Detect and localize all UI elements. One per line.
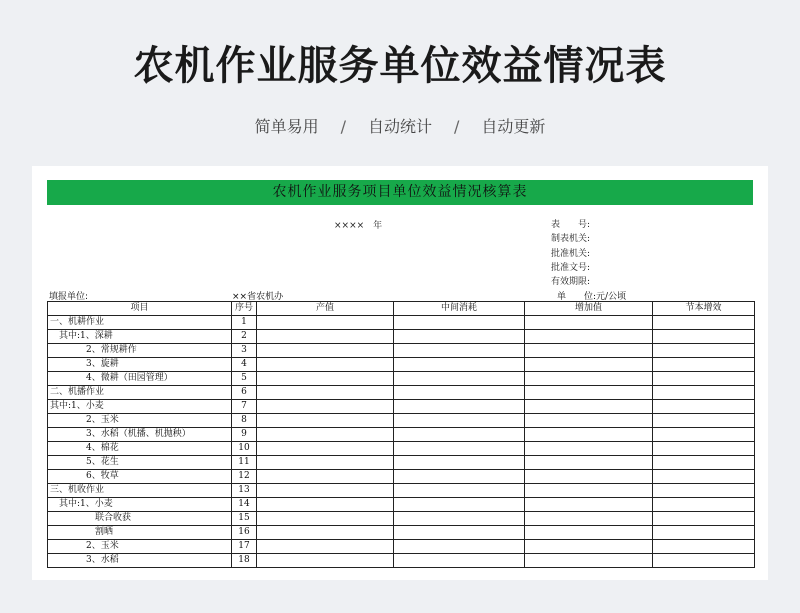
cell-item: 割晒 <box>48 526 232 540</box>
cell-cost-saving[interactable] <box>653 414 755 428</box>
tagline-separator: / <box>340 117 346 136</box>
cell-item: 其中:1、小麦 <box>48 498 232 512</box>
cell-intermediate-consumption[interactable] <box>394 316 525 330</box>
cell-item: 2、玉米 <box>48 540 232 554</box>
page-title: 农机作业服务单位效益情况表 <box>133 43 667 89</box>
cell-added-value[interactable] <box>525 428 653 442</box>
cell-item: 其中:1、小麦 <box>48 400 232 414</box>
table-row <box>48 372 755 386</box>
cell-seq: 13 <box>232 484 257 498</box>
cell-output-value[interactable] <box>257 344 394 358</box>
cell-cost-saving[interactable] <box>653 456 755 470</box>
cell-item: 其中:1、深耕 <box>48 330 232 344</box>
cell-intermediate-consumption[interactable] <box>394 526 525 540</box>
sheet-banner-title: 农机作业服务项目单位效益情况核算表 <box>47 180 753 205</box>
tagline-auto-stats: 自动统计 <box>367 117 432 136</box>
cell-seq: 9 <box>232 428 257 442</box>
cell-added-value[interactable] <box>525 316 653 330</box>
cell-cost-saving[interactable] <box>653 540 755 554</box>
cell-intermediate-consumption[interactable] <box>394 386 525 400</box>
table-row <box>48 456 755 470</box>
cell-cost-saving[interactable] <box>653 526 755 540</box>
meta-issuing-authority: 制表机关: <box>551 234 591 245</box>
fill-unit-label: 填报单位: <box>49 292 89 302</box>
cell-item: 4、微耕（田园管理） <box>48 372 232 386</box>
cell-output-value[interactable] <box>257 330 394 344</box>
column-header-intermediate-consumption: 中间消耗 <box>394 302 525 316</box>
cell-output-value[interactable] <box>257 456 394 470</box>
cell-added-value[interactable] <box>525 554 653 568</box>
form-meta <box>551 218 590 289</box>
column-header-cost-saving: 节本增效 <box>653 302 755 316</box>
cell-seq: 14 <box>232 498 257 512</box>
cell-added-value[interactable] <box>525 484 653 498</box>
meta-valid-period: 有效期限: <box>551 277 591 288</box>
cell-output-value[interactable] <box>257 428 394 442</box>
cell-item: 三、机收作业 <box>48 484 232 498</box>
cell-intermediate-consumption[interactable] <box>394 358 525 372</box>
cell-cost-saving[interactable] <box>653 442 755 456</box>
cell-seq: 8 <box>232 414 257 428</box>
cell-output-value[interactable] <box>257 414 394 428</box>
cell-seq: 16 <box>232 526 257 540</box>
table-header-row <box>48 302 755 316</box>
cell-output-value[interactable] <box>257 540 394 554</box>
table-row <box>48 540 755 554</box>
table-row <box>48 344 755 358</box>
tagline-separator: / <box>454 117 460 136</box>
cell-output-value[interactable] <box>257 498 394 512</box>
cell-cost-saving[interactable] <box>653 400 755 414</box>
cell-seq: 6 <box>232 386 257 400</box>
table-row <box>48 470 755 484</box>
cell-added-value[interactable] <box>525 526 653 540</box>
cell-intermediate-consumption[interactable] <box>394 484 525 498</box>
cell-item: 4、棉花 <box>48 442 232 456</box>
table-row <box>48 512 755 526</box>
cell-item: 二、机播作业 <box>48 386 232 400</box>
cell-intermediate-consumption[interactable] <box>394 554 525 568</box>
cell-intermediate-consumption[interactable] <box>394 470 525 484</box>
cell-added-value[interactable] <box>525 400 653 414</box>
cell-output-value[interactable] <box>257 470 394 484</box>
table-row <box>48 358 755 372</box>
cell-item: 联合收获 <box>48 512 232 526</box>
cell-output-value[interactable] <box>257 512 394 526</box>
cell-cost-saving[interactable] <box>653 428 755 442</box>
cell-seq: 4 <box>232 358 257 372</box>
cell-cost-saving[interactable] <box>653 484 755 498</box>
cell-item: 3、水稻（机播、机抛秧） <box>48 428 232 442</box>
cell-item: 2、常规耕作 <box>48 344 232 358</box>
cell-added-value[interactable] <box>525 540 653 554</box>
column-header-item: 项目 <box>48 302 232 316</box>
cell-cost-saving[interactable] <box>653 358 755 372</box>
unit-label: 单 位:元/公顷 <box>557 292 627 302</box>
meta-approving-authority: 批准机关: <box>551 248 591 259</box>
cell-seq: 11 <box>232 456 257 470</box>
cell-item: 5、花生 <box>48 456 232 470</box>
cell-output-value[interactable] <box>257 316 394 330</box>
cell-item: 一、机耕作业 <box>48 316 232 330</box>
table-row <box>48 386 755 400</box>
cell-intermediate-consumption[interactable] <box>394 512 525 526</box>
column-header-output-value: 产值 <box>257 302 394 316</box>
cell-output-value[interactable] <box>257 372 394 386</box>
cell-seq: 1 <box>232 316 257 330</box>
table-row <box>48 442 755 456</box>
cell-output-value[interactable] <box>257 400 394 414</box>
table-row <box>48 330 755 344</box>
cell-item: 6、牧草 <box>48 470 232 484</box>
cell-cost-saving[interactable] <box>653 554 755 568</box>
year-label: ×××× 年 <box>334 221 383 231</box>
cell-cost-saving[interactable] <box>653 330 755 344</box>
cell-added-value[interactable] <box>525 512 653 526</box>
cell-seq: 15 <box>232 512 257 526</box>
cell-intermediate-consumption[interactable] <box>394 372 525 386</box>
cell-cost-saving[interactable] <box>653 512 755 526</box>
table-row <box>48 428 755 442</box>
cell-output-value[interactable] <box>257 554 394 568</box>
cell-seq: 3 <box>232 344 257 358</box>
cell-output-value[interactable] <box>257 386 394 400</box>
cell-added-value[interactable] <box>525 330 653 344</box>
cell-added-value[interactable] <box>525 414 653 428</box>
cell-seq: 5 <box>232 372 257 386</box>
cell-cost-saving[interactable] <box>653 386 755 400</box>
cell-intermediate-consumption[interactable] <box>394 540 525 554</box>
cell-seq: 7 <box>232 400 257 414</box>
cell-intermediate-consumption[interactable] <box>394 344 525 358</box>
cell-added-value[interactable] <box>525 498 653 512</box>
cell-output-value[interactable] <box>257 484 394 498</box>
cell-intermediate-consumption[interactable] <box>394 456 525 470</box>
cell-added-value[interactable] <box>525 442 653 456</box>
table-row <box>48 526 755 540</box>
cell-item: 3、旋耕 <box>48 358 232 372</box>
table-body <box>48 316 755 568</box>
cell-added-value[interactable] <box>525 358 653 372</box>
cell-seq: 10 <box>232 442 257 456</box>
table-row <box>48 400 755 414</box>
cell-intermediate-consumption[interactable] <box>394 400 525 414</box>
spreadsheet-preview <box>32 166 768 580</box>
cell-added-value[interactable] <box>525 386 653 400</box>
table-row <box>48 484 755 498</box>
cell-cost-saving[interactable] <box>653 372 755 386</box>
meta-form-number: 表 号: <box>551 220 591 230</box>
cell-added-value[interactable] <box>525 456 653 470</box>
cell-output-value[interactable] <box>257 526 394 540</box>
tagline-easy: 简单易用 <box>254 117 319 136</box>
cell-added-value[interactable] <box>525 372 653 386</box>
cell-intermediate-consumption[interactable] <box>394 414 525 428</box>
cell-output-value[interactable] <box>257 442 394 456</box>
table-row <box>48 498 755 512</box>
cell-seq: 18 <box>232 554 257 568</box>
cell-intermediate-consumption[interactable] <box>394 498 525 512</box>
cell-intermediate-consumption[interactable] <box>394 330 525 344</box>
benefit-table <box>47 301 755 568</box>
fill-unit-value: ××省农机办 <box>232 292 284 302</box>
tagline-auto-update: 自动更新 <box>481 117 546 136</box>
cell-seq: 2 <box>232 330 257 344</box>
cell-cost-saving[interactable] <box>653 470 755 484</box>
cell-item: 3、水稻 <box>48 554 232 568</box>
table-row <box>48 554 755 568</box>
cell-seq: 17 <box>232 540 257 554</box>
column-header-added-value: 增加值 <box>525 302 653 316</box>
cell-seq: 12 <box>232 470 257 484</box>
table-row <box>48 316 755 330</box>
cell-added-value[interactable] <box>525 344 653 358</box>
table-row <box>48 414 755 428</box>
cell-added-value[interactable] <box>525 470 653 484</box>
cell-intermediate-consumption[interactable] <box>394 428 525 442</box>
cell-cost-saving[interactable] <box>653 316 755 330</box>
cell-output-value[interactable] <box>257 358 394 372</box>
cell-cost-saving[interactable] <box>653 344 755 358</box>
meta-approval-number: 批准文号: <box>551 262 591 273</box>
cell-item: 2、玉米 <box>48 414 232 428</box>
tagline <box>0 114 800 137</box>
fill-info-row <box>47 289 753 301</box>
cell-intermediate-consumption[interactable] <box>394 442 525 456</box>
cell-cost-saving[interactable] <box>653 498 755 512</box>
column-header-seq: 序号 <box>232 302 257 316</box>
